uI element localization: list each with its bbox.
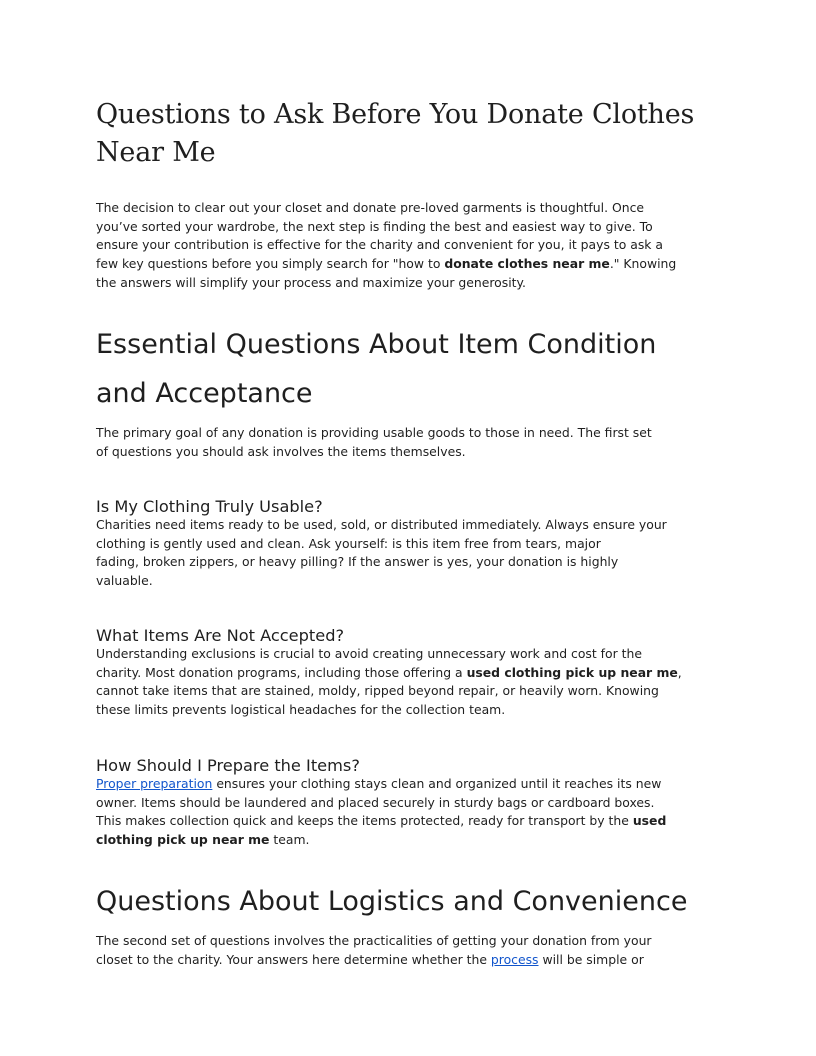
keyword-bold: donate clothes near me <box>444 256 610 272</box>
process-link[interactable]: process <box>490 951 539 967</box>
intro-paragraph <box>96 199 720 293</box>
intro-line: you’ve sorted your wardrobe, the next step is finding the best and easiest way to give. To <box>96 218 653 234</box>
prepare-paragraph: Proper preparation ensures your clothing stays clean and organized until it reaches its new owner. Items should be laundered and placed securely in sturdy bags or cardboard boxes. This makes collection quick and keeps the items protected, ready for transport by the used clothing pick up near me team. <box>96 776 667 848</box>
not-accepted-paragraph: Understanding exclusions is crucial to avoid creating unnecessary work and cost for the charity. Most donation programs, including those offering a used clothing pick up near me, cannot take items that are stained, moldy, ripped beyond repair, or heavily worn. Knowing these limits prevents logistical headaches for the collection team. <box>96 646 682 718</box>
keyword-bold: used <box>632 813 667 829</box>
keyword-bold: clothing pick up near me <box>96 832 270 848</box>
subheading-usable: Is My Clothing Truly Usable? <box>96 497 323 516</box>
intro-line: ensure your contribution is effective for the charity and convenient for you, it pays to ask a <box>96 237 663 253</box>
section2-paragraph: The second set of questions involves the practicalities of getting your donation from your closet to the charity. Your answers here determine whether the process will be simple or <box>96 933 652 967</box>
proper-preparation-link[interactable]: Proper preparation <box>96 776 213 791</box>
subheading-not-accepted: What Items Are Not Accepted? <box>96 626 345 645</box>
section-heading-logistics: Questions About Logistics and Convenience <box>96 886 688 917</box>
intro-line: few key questions before you simply search for "how to donate clothes near me." Knowing <box>96 256 677 272</box>
section-heading-item-condition: Essential Questions About Item Condition and Acceptance <box>96 329 657 409</box>
intro-line: the answers will simplify your process and maximize your generosity. <box>96 274 526 290</box>
title-line-2: Near Me <box>96 137 216 168</box>
section1-paragraph: The primary goal of any donation is providing usable goods to those in need. The first set of questions you should ask involves the items themselves. <box>96 425 652 459</box>
intro-line: The decision to clear out your closet and donate pre-loved garments is thoughtful. Once <box>96 200 645 215</box>
keyword-bold: used clothing pick up near me <box>466 664 678 680</box>
title-line-1: Questions to Ask Before You Donate Clothes <box>96 99 695 130</box>
subheading-prepare: How Should I Prepare the Items? <box>96 756 360 775</box>
page-title <box>96 96 720 172</box>
usable-paragraph: Charities need items ready to be used, sold, or distributed immediately. Always ensure your clothing is gently used and clean. Ask yourself: is this item free from tears, major fading, broken zippers, or heavy pilling? If the answer is yes, your donation is highly valuable. <box>96 517 667 589</box>
